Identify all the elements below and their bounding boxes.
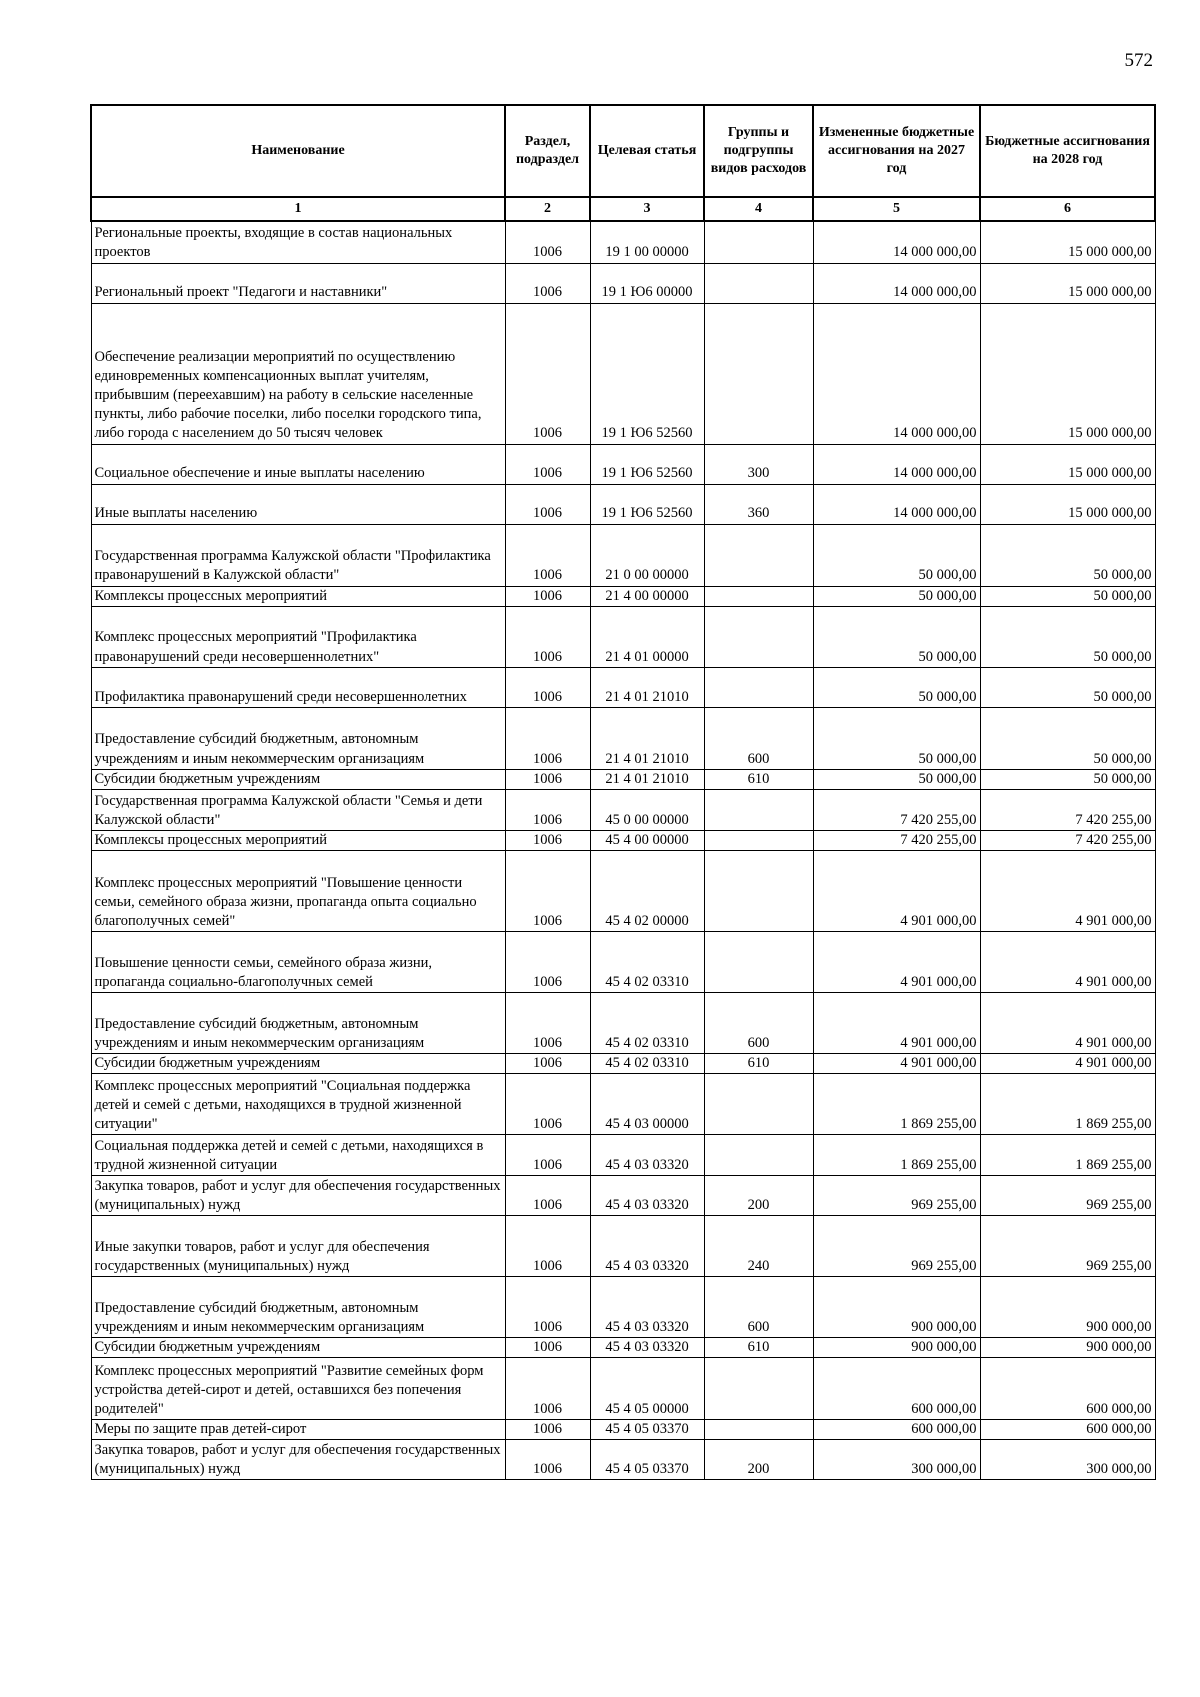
cell-article: 45 4 00 00000	[590, 830, 704, 850]
cell-article: 19 1 Ю6 52560	[590, 303, 704, 444]
table-row	[91, 1358, 1155, 1420]
table-row	[91, 1277, 1155, 1338]
cell-y2027: 969 255,00	[813, 1176, 980, 1216]
table-row	[91, 1420, 1155, 1440]
table-row	[91, 707, 1155, 769]
cell-y2028: 4 901 000,00	[980, 850, 1155, 931]
cell-section: 1006	[505, 606, 590, 667]
cell-group	[704, 789, 813, 830]
cell-y2027: 969 255,00	[813, 1216, 980, 1277]
cell-name: Субсидии бюджетным учреждениям	[91, 1338, 505, 1358]
cell-article: 21 0 00 00000	[590, 524, 704, 586]
cell-name: Обеспечение реализации мероприятий по осуществлению единовременных компенсационных выплат учителям, прибывшим (переехавшим) на работу в сельские населенные пункты, либо рабочие поселки, либо поселки городского типа, либо города с населением до 50 тысяч человек	[91, 303, 505, 444]
cell-article: 45 4 03 03320	[590, 1135, 704, 1176]
cell-group: 200	[704, 1440, 813, 1480]
cell-article: 45 4 02 00000	[590, 850, 704, 931]
cell-name: Иные выплаты населению	[91, 484, 505, 524]
cell-group: 300	[704, 444, 813, 484]
cell-name: Региональный проект "Педагоги и наставники"	[91, 263, 505, 303]
cell-article: 45 4 03 03320	[590, 1277, 704, 1338]
budget-table	[90, 104, 1156, 1480]
cell-group	[704, 303, 813, 444]
cell-group: 610	[704, 1338, 813, 1358]
cell-name: Субсидии бюджетным учреждениям	[91, 769, 505, 789]
cell-section: 1006	[505, 992, 590, 1053]
cell-y2028: 4 901 000,00	[980, 992, 1155, 1053]
cell-name: Комплекс процессных мероприятий "Развитие семейных форм устройства детей-сирот и детей, оставшихся без попечения родителей"	[91, 1358, 505, 1420]
cell-y2027: 300 000,00	[813, 1440, 980, 1480]
table-row	[91, 524, 1155, 586]
cell-y2028: 15 000 000,00	[980, 303, 1155, 444]
cell-name: Закупка товаров, работ и услуг для обеспечения государственных (муниципальных) нужд	[91, 1176, 505, 1216]
cell-y2028: 600 000,00	[980, 1358, 1155, 1420]
cell-y2028: 300 000,00	[980, 1440, 1155, 1480]
cell-y2028: 7 420 255,00	[980, 789, 1155, 830]
cell-y2027: 4 901 000,00	[813, 1053, 980, 1073]
cell-y2028: 50 000,00	[980, 667, 1155, 707]
cell-y2027: 1 869 255,00	[813, 1074, 980, 1135]
cell-y2028: 969 255,00	[980, 1176, 1155, 1216]
table-row	[91, 789, 1155, 830]
cell-section: 1006	[505, 931, 590, 992]
cell-article: 21 4 00 00000	[590, 586, 704, 606]
cell-y2027: 50 000,00	[813, 606, 980, 667]
column-number: 4	[704, 197, 813, 221]
table-row	[91, 769, 1155, 789]
cell-article: 45 4 03 00000	[590, 1074, 704, 1135]
cell-article: 21 4 01 00000	[590, 606, 704, 667]
cell-section: 1006	[505, 444, 590, 484]
cell-y2027: 14 000 000,00	[813, 221, 980, 263]
column-number-row	[91, 197, 1155, 221]
cell-section: 1006	[505, 707, 590, 769]
column-number: 6	[980, 197, 1155, 221]
cell-y2028: 50 000,00	[980, 769, 1155, 789]
cell-name: Государственная программа Калужской области "Профилактика правонарушений в Калужской области"	[91, 524, 505, 586]
cell-group	[704, 830, 813, 850]
cell-article: 45 4 03 03320	[590, 1176, 704, 1216]
cell-group	[704, 263, 813, 303]
cell-y2027: 7 420 255,00	[813, 830, 980, 850]
cell-y2028: 900 000,00	[980, 1338, 1155, 1358]
cell-name: Меры по защите прав детей-сирот	[91, 1420, 505, 1440]
cell-y2027: 50 000,00	[813, 586, 980, 606]
cell-y2028: 50 000,00	[980, 586, 1155, 606]
cell-group: 240	[704, 1216, 813, 1277]
cell-name: Комплексы процессных мероприятий	[91, 586, 505, 606]
table-row	[91, 931, 1155, 992]
cell-group	[704, 606, 813, 667]
table-row	[91, 303, 1155, 444]
table-header-row	[91, 105, 1155, 197]
cell-group: 200	[704, 1176, 813, 1216]
cell-group: 360	[704, 484, 813, 524]
cell-y2027: 14 000 000,00	[813, 484, 980, 524]
cell-article: 45 4 02 03310	[590, 1053, 704, 1073]
cell-y2027: 4 901 000,00	[813, 992, 980, 1053]
cell-group: 600	[704, 992, 813, 1053]
table-row	[91, 444, 1155, 484]
cell-y2027: 600 000,00	[813, 1420, 980, 1440]
cell-article: 19 1 Ю6 52560	[590, 484, 704, 524]
cell-section: 1006	[505, 667, 590, 707]
table-row	[91, 1338, 1155, 1358]
cell-group	[704, 221, 813, 263]
table-row	[91, 1216, 1155, 1277]
cell-y2028: 4 901 000,00	[980, 931, 1155, 992]
cell-section: 1006	[505, 850, 590, 931]
cell-name: Предоставление субсидий бюджетным, автономным учреждениям и иным некоммерческим организациям	[91, 1277, 505, 1338]
cell-y2027: 50 000,00	[813, 769, 980, 789]
table-row	[91, 586, 1155, 606]
cell-y2027: 600 000,00	[813, 1358, 980, 1420]
cell-article: 45 4 03 03320	[590, 1216, 704, 1277]
cell-article: 21 4 01 21010	[590, 667, 704, 707]
cell-article: 45 4 03 03320	[590, 1338, 704, 1358]
cell-article: 19 1 Ю6 00000	[590, 263, 704, 303]
cell-article: 19 1 Ю6 52560	[590, 444, 704, 484]
cell-section: 1006	[505, 221, 590, 263]
column-number: 2	[505, 197, 590, 221]
cell-group	[704, 931, 813, 992]
header-2027: Измененные бюджетные ассигнования на 2027 год	[813, 105, 980, 197]
cell-name: Предоставление субсидий бюджетным, автономным учреждениям и иным некоммерческим организациям	[91, 992, 505, 1053]
table-row	[91, 606, 1155, 667]
cell-group	[704, 667, 813, 707]
cell-article: 21 4 01 21010	[590, 707, 704, 769]
cell-group	[704, 850, 813, 931]
table-row	[91, 992, 1155, 1053]
cell-section: 1006	[505, 524, 590, 586]
cell-y2028: 50 000,00	[980, 707, 1155, 769]
cell-y2028: 50 000,00	[980, 524, 1155, 586]
cell-y2027: 4 901 000,00	[813, 931, 980, 992]
cell-y2027: 50 000,00	[813, 524, 980, 586]
page-number: 572	[1124, 50, 1153, 71]
cell-group: 600	[704, 1277, 813, 1338]
cell-y2028: 900 000,00	[980, 1277, 1155, 1338]
table-row	[91, 830, 1155, 850]
cell-name: Закупка товаров, работ и услуг для обеспечения государственных (муниципальных) нужд	[91, 1440, 505, 1480]
cell-y2027: 1 869 255,00	[813, 1135, 980, 1176]
cell-y2028: 4 901 000,00	[980, 1053, 1155, 1073]
table-row	[91, 221, 1155, 263]
cell-name: Комплекс процессных мероприятий "Повышение ценности семьи, семейного образа жизни, пропаганда опыта социально благополучных семей"	[91, 850, 505, 931]
table-row	[91, 484, 1155, 524]
cell-name: Субсидии бюджетным учреждениям	[91, 1053, 505, 1073]
header-group: Группы и подгруппы видов расходов	[704, 105, 813, 197]
cell-name: Иные закупки товаров, работ и услуг для обеспечения государственных (муниципальных) нужд	[91, 1216, 505, 1277]
cell-y2027: 7 420 255,00	[813, 789, 980, 830]
cell-y2028: 1 869 255,00	[980, 1135, 1155, 1176]
cell-y2027: 900 000,00	[813, 1338, 980, 1358]
cell-section: 1006	[505, 1440, 590, 1480]
column-number: 5	[813, 197, 980, 221]
cell-y2028: 50 000,00	[980, 606, 1155, 667]
cell-article: 45 4 05 00000	[590, 1358, 704, 1420]
cell-y2028: 15 000 000,00	[980, 444, 1155, 484]
cell-section: 1006	[505, 586, 590, 606]
cell-section: 1006	[505, 1074, 590, 1135]
cell-section: 1006	[505, 830, 590, 850]
table-row	[91, 1074, 1155, 1135]
cell-section: 1006	[505, 1216, 590, 1277]
cell-section: 1006	[505, 1176, 590, 1216]
cell-name: Социальное обеспечение и иные выплаты населению	[91, 444, 505, 484]
cell-y2027: 14 000 000,00	[813, 303, 980, 444]
cell-name: Комплексы процессных мероприятий	[91, 830, 505, 850]
cell-name: Государственная программа Калужской области "Семья и дети Калужской области"	[91, 789, 505, 830]
cell-y2027: 4 901 000,00	[813, 850, 980, 931]
header-article: Целевая статья	[590, 105, 704, 197]
cell-y2027: 14 000 000,00	[813, 263, 980, 303]
cell-group	[704, 1420, 813, 1440]
header-2028: Бюджетные ассигнования на 2028 год	[980, 105, 1155, 197]
header-section: Раздел, подраздел	[505, 105, 590, 197]
cell-y2028: 1 869 255,00	[980, 1074, 1155, 1135]
cell-name: Комплекс процессных мероприятий "Социальная поддержка детей и семей с детьми, находящихся в трудной жизненной ситуации"	[91, 1074, 505, 1135]
cell-group: 610	[704, 769, 813, 789]
cell-section: 1006	[505, 1358, 590, 1420]
cell-group: 610	[704, 1053, 813, 1073]
cell-article: 45 4 05 03370	[590, 1420, 704, 1440]
cell-y2027: 900 000,00	[813, 1277, 980, 1338]
table-row	[91, 667, 1155, 707]
cell-group	[704, 524, 813, 586]
cell-article: 45 4 05 03370	[590, 1440, 704, 1480]
cell-group: 600	[704, 707, 813, 769]
column-number: 1	[91, 197, 505, 221]
cell-article: 45 4 02 03310	[590, 992, 704, 1053]
cell-article: 21 4 01 21010	[590, 769, 704, 789]
cell-name: Социальная поддержка детей и семей с детьми, находящихся в трудной жизненной ситуации	[91, 1135, 505, 1176]
cell-y2027: 50 000,00	[813, 707, 980, 769]
table-row	[91, 263, 1155, 303]
table-row	[91, 1053, 1155, 1073]
cell-y2028: 600 000,00	[980, 1420, 1155, 1440]
cell-y2028: 15 000 000,00	[980, 484, 1155, 524]
cell-name: Комплекс процессных мероприятий "Профилактика правонарушений среди несовершеннолетних"	[91, 606, 505, 667]
cell-group	[704, 1358, 813, 1420]
cell-y2027: 50 000,00	[813, 667, 980, 707]
header-name: Наименование	[91, 105, 505, 197]
cell-article: 45 4 02 03310	[590, 931, 704, 992]
cell-group	[704, 1074, 813, 1135]
cell-y2028: 15 000 000,00	[980, 263, 1155, 303]
column-number: 3	[590, 197, 704, 221]
cell-section: 1006	[505, 1338, 590, 1358]
cell-y2027: 14 000 000,00	[813, 444, 980, 484]
cell-section: 1006	[505, 1053, 590, 1073]
cell-y2028: 15 000 000,00	[980, 221, 1155, 263]
cell-y2028: 969 255,00	[980, 1216, 1155, 1277]
cell-name: Повышение ценности семьи, семейного образа жизни, пропаганда социально-благополучных семей	[91, 931, 505, 992]
cell-name: Профилактика правонарушений среди несовершеннолетних	[91, 667, 505, 707]
cell-article: 19 1 00 00000	[590, 221, 704, 263]
cell-section: 1006	[505, 1135, 590, 1176]
cell-group	[704, 586, 813, 606]
cell-y2028: 7 420 255,00	[980, 830, 1155, 850]
cell-section: 1006	[505, 1420, 590, 1440]
table-row	[91, 1176, 1155, 1216]
cell-group	[704, 1135, 813, 1176]
cell-section: 1006	[505, 484, 590, 524]
cell-name: Региональные проекты, входящие в состав национальных проектов	[91, 221, 505, 263]
cell-section: 1006	[505, 769, 590, 789]
cell-section: 1006	[505, 303, 590, 444]
cell-section: 1006	[505, 263, 590, 303]
cell-section: 1006	[505, 789, 590, 830]
cell-name: Предоставление субсидий бюджетным, автономным учреждениям и иным некоммерческим организациям	[91, 707, 505, 769]
table-row	[91, 850, 1155, 931]
table-row	[91, 1135, 1155, 1176]
cell-section: 1006	[505, 1277, 590, 1338]
cell-article: 45 0 00 00000	[590, 789, 704, 830]
table-row	[91, 1440, 1155, 1480]
